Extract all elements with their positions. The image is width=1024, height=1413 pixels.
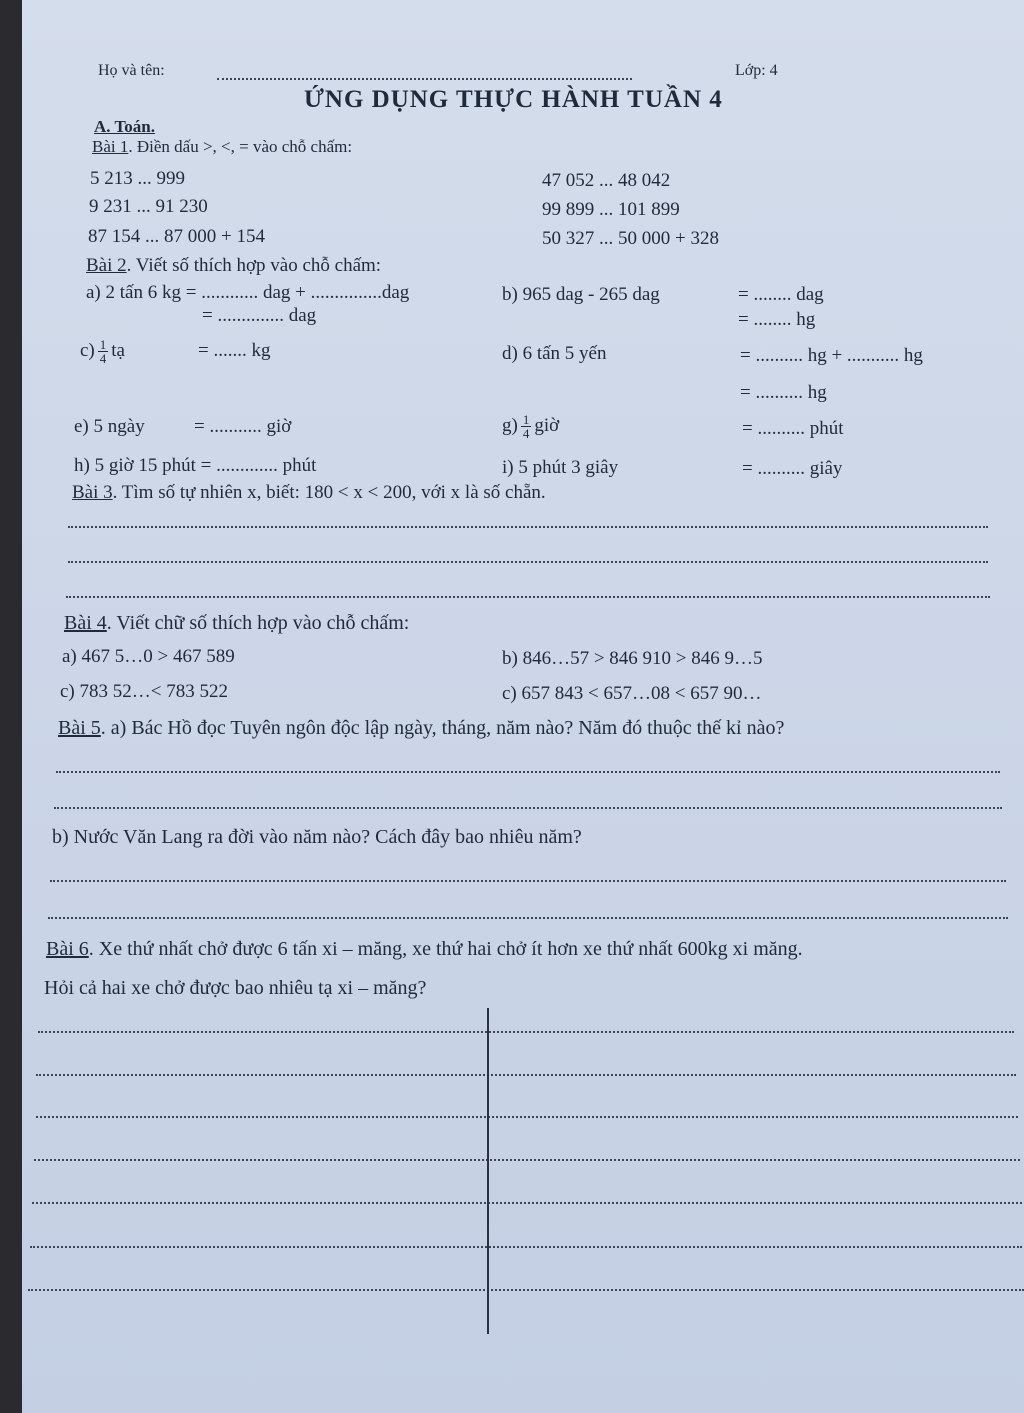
bai2-i: i) 5 phút 3 giây — [502, 457, 619, 478]
bai1-item-1: 5 213 ... 999 — [90, 168, 185, 189]
bai2-h: h) 5 giờ 15 phút = ............. phút — [74, 455, 317, 476]
bai2-a: a) 2 tấn 6 kg = ............ dag + ...............dag — [86, 282, 410, 303]
answer-line — [32, 1202, 1022, 1204]
answer-line — [34, 1159, 1020, 1161]
answer-line — [54, 807, 1002, 809]
worksheet-paper — [22, 0, 1024, 1413]
bai5-heading: Bài 5. a) Bác Hồ đọc Tuyên ngôn độc lập ngày, tháng, năm nào? Năm đó thuộc thế kỉ nào? — [58, 717, 785, 739]
bai4-c: c) 783 52…< 783 522 — [60, 681, 228, 702]
section-heading: A. Toán. — [94, 117, 155, 136]
bai4-a: a) 467 5…0 > 467 589 — [62, 646, 235, 667]
answer-line — [48, 917, 1008, 919]
answer-line — [68, 561, 988, 563]
bai2-g-result: = .......... phút — [742, 418, 844, 439]
bai5-b: b) Nước Văn Lang ra đời vào năm nào? Cách đây bao nhiêu năm? — [52, 826, 582, 848]
bai2-a-2: = .............. dag — [202, 305, 317, 326]
answer-line — [38, 1031, 1014, 1033]
bai2-g: g) $\frac{1}{4}$ giờ — [502, 412, 560, 441]
bai2-e: e) 5 ngày — [74, 416, 145, 437]
bai2-heading: Bài 2. Viết số thích hợp vào chỗ chấm: — [86, 255, 382, 276]
answer-line — [30, 1246, 1022, 1248]
bai2-b-result-2: = ........ hg — [738, 309, 816, 330]
bai2-e-result: = ........... giờ — [194, 416, 292, 437]
bai6-heading: Bài 6. Xe thứ nhất chở được 6 tấn xi – măng, xe thứ hai chở ít hơn xe thứ nhất 600kg xi măng. — [46, 938, 803, 960]
answer-line — [66, 596, 990, 598]
fraction-one-quarter: $\frac{1}{4}$ — [99, 337, 107, 366]
bai2-c: c) $\frac{1}{4}$ tạ — [80, 337, 125, 366]
bai2-i-result: = .......... giây — [742, 458, 843, 479]
answer-line — [56, 771, 1000, 773]
answer-line — [68, 526, 988, 528]
name-blank — [217, 78, 632, 80]
bai6-question: Hỏi cả hai xe chở được bao nhiêu tạ xi – măng? — [44, 977, 427, 999]
divider-line — [487, 1008, 489, 1334]
bai1-item-6: 50 327 ... 50 000 + 328 — [542, 228, 719, 249]
bai1-item-2: 47 052 ... 48 042 — [542, 170, 671, 191]
answer-line — [50, 880, 1006, 882]
bai2-b-result: = ........ dag — [738, 284, 824, 305]
fraction-one-quarter-2: $\frac{1}{4}$ — [522, 412, 530, 441]
bai3-heading: Bài 3. Tìm số tự nhiên x, biết: 180 < x < 200, với x là số chẵn. — [72, 482, 546, 503]
name-label: Họ và tên: — [98, 62, 165, 79]
bai4-c2: c) 657 843 < 657…08 < 657 90… — [502, 683, 762, 704]
class-label: Lớp: 4 — [735, 62, 778, 79]
answer-line — [28, 1289, 1024, 1291]
bai2-b: b) 965 dag - 265 dag — [502, 284, 660, 305]
bai1-item-5: 87 154 ... 87 000 + 154 — [88, 226, 265, 247]
bai2-d: d) 6 tấn 5 yến — [502, 343, 607, 364]
bai4-b: b) 846…57 > 846 910 > 846 9…5 — [502, 648, 763, 669]
bai1-item-4: 99 899 ... 101 899 — [542, 199, 680, 220]
bai4-heading: Bài 4. Viết chữ số thích hợp vào chỗ chấm: — [64, 612, 410, 634]
bai1-item-3: 9 231 ... 91 230 — [89, 196, 208, 217]
bai2-d-result: = .......... hg + ........... hg — [740, 345, 923, 366]
page-title: ỨNG DỤNG THỰC HÀNH TUẦN 4 — [304, 86, 723, 113]
answer-line — [36, 1116, 1018, 1118]
answer-line — [36, 1074, 1016, 1076]
bai1-heading: Bài 1. Điền dấu >, <, = vào chỗ chấm: — [92, 137, 353, 156]
bai2-d-result-2: = .......... hg — [740, 382, 827, 403]
bai2-c-result: = ....... kg — [198, 340, 271, 361]
